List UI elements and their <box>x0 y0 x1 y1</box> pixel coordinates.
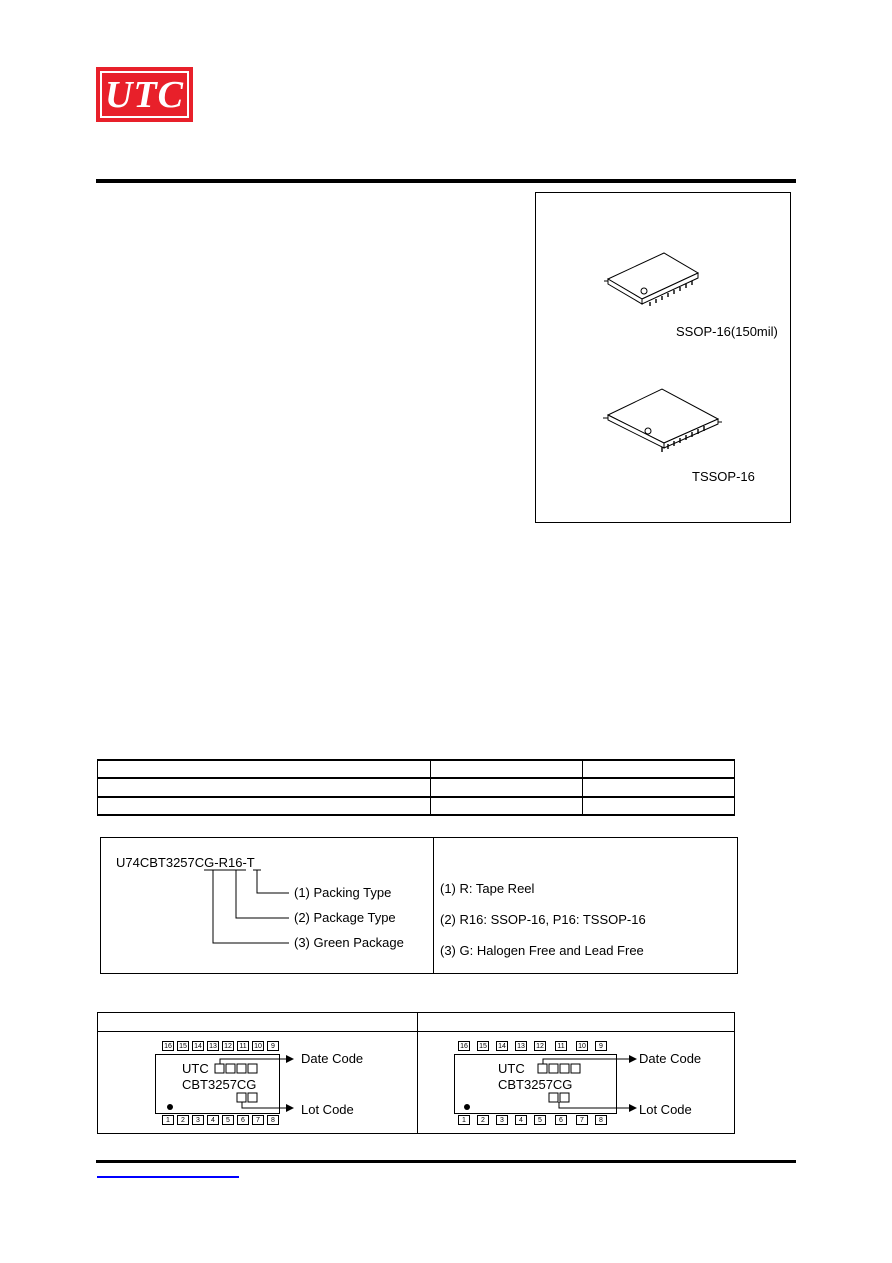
pin-7: 7 <box>252 1115 264 1125</box>
pin-13: 13 <box>207 1041 219 1051</box>
pin1-dot <box>464 1104 470 1110</box>
logo-frame <box>100 71 189 118</box>
pin-10: 10 <box>576 1041 588 1051</box>
explanation-green: (3) G: Halogen Free and Lead Free <box>440 943 644 958</box>
pin-11: 11 <box>555 1041 567 1051</box>
part-number-box <box>100 837 738 974</box>
marking-line2: CBT3257CG <box>498 1077 573 1092</box>
pin-9: 9 <box>267 1041 279 1051</box>
legend-package-type: (2) Package Type <box>294 910 396 925</box>
pin-16: 16 <box>162 1041 174 1051</box>
explanation-packing: (1) R: Tape Reel <box>440 881 535 896</box>
marking-line1: UTC <box>498 1061 525 1076</box>
marking-date-code: Date Code <box>639 1051 702 1066</box>
header-rule <box>96 179 796 183</box>
pin-5: 5 <box>534 1115 546 1125</box>
pin-4: 4 <box>207 1115 219 1125</box>
marking-table <box>97 1012 735 1134</box>
marking-line2: CBT3257CG <box>182 1077 257 1092</box>
marking-right <box>418 1032 736 1134</box>
ssop16-label: SSOP-16(150mil) <box>676 324 778 339</box>
pin-6: 6 <box>237 1115 249 1125</box>
package-box <box>535 192 791 523</box>
pin-12: 12 <box>222 1041 234 1051</box>
tssop16-label: TSSOP-16 <box>692 469 755 484</box>
pin-15: 15 <box>177 1041 189 1051</box>
marking-date-code: Date Code <box>301 1051 364 1066</box>
legend-packing-type: (1) Packing Type <box>294 885 392 900</box>
tssop16-chip-icon <box>602 385 722 455</box>
pin-10: 10 <box>252 1041 264 1051</box>
utc-logo <box>96 67 193 122</box>
logo-text: UTC <box>105 73 184 116</box>
pin-2: 2 <box>177 1115 189 1125</box>
pin-11: 11 <box>237 1041 249 1051</box>
pin-7: 7 <box>576 1115 588 1125</box>
pin-6: 6 <box>555 1115 567 1125</box>
pin1-dot <box>167 1104 173 1110</box>
pin-4: 4 <box>515 1115 527 1125</box>
pin-2: 2 <box>477 1115 489 1125</box>
pin-13: 13 <box>515 1041 527 1051</box>
pin-5: 5 <box>222 1115 234 1125</box>
pin-12: 12 <box>534 1041 546 1051</box>
marking-lot-code: Lot Code <box>301 1102 354 1117</box>
pin-14: 14 <box>192 1041 204 1051</box>
ssop16-chip-icon <box>602 247 702 307</box>
pin-8: 8 <box>595 1115 607 1125</box>
pin-14: 14 <box>496 1041 508 1051</box>
footer-link-underline[interactable] <box>97 1176 239 1178</box>
marking-left <box>98 1032 417 1134</box>
ordering-info-table <box>97 759 735 815</box>
footer-rule <box>96 1160 796 1163</box>
marking-lot-code: Lot Code <box>639 1102 692 1117</box>
marking-line1: UTC <box>182 1061 209 1076</box>
pin-9: 9 <box>595 1041 607 1051</box>
pin-1: 1 <box>162 1115 174 1125</box>
pin-15: 15 <box>477 1041 489 1051</box>
pin-16: 16 <box>458 1041 470 1051</box>
part-number-code: U74CBT3257CG-R16-T <box>116 855 255 870</box>
pin-8: 8 <box>267 1115 279 1125</box>
explanation-package: (2) R16: SSOP-16, P16: TSSOP-16 <box>440 912 646 927</box>
pin-1: 1 <box>458 1115 470 1125</box>
pin-3: 3 <box>496 1115 508 1125</box>
part-number-divider <box>433 838 434 973</box>
legend-green-package: (3) Green Package <box>294 935 404 950</box>
pin-3: 3 <box>192 1115 204 1125</box>
part-number-leader-lines <box>101 838 433 973</box>
